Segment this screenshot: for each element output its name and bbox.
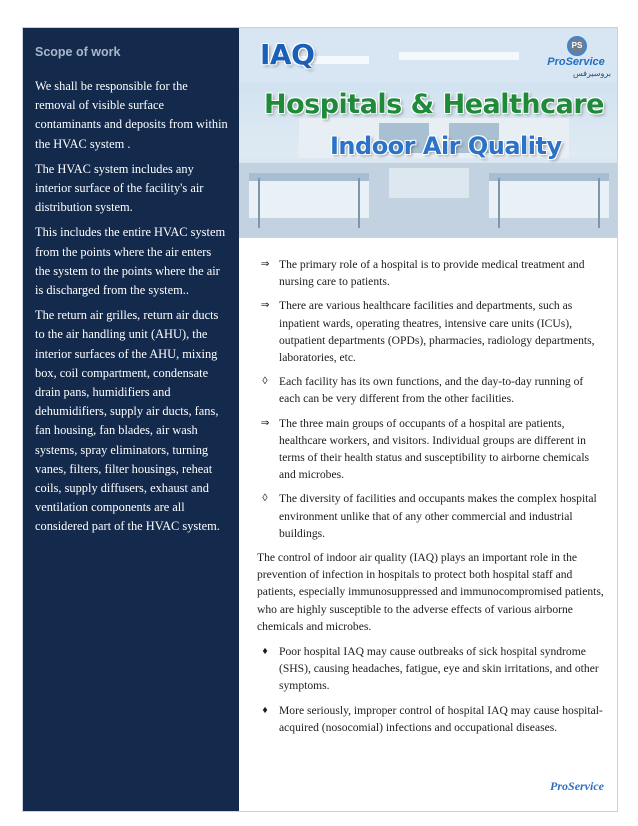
list-item (258, 702, 604, 736)
bullet-text: The three main groups of occupants of a hospital are patients, healthcare workers, and visitors. Individual groups are different in terms of their health status and susceptibility to airborne chemicals and microbes. (279, 416, 590, 482)
diamond-filled-bullet-icon: ♦ (262, 704, 268, 716)
sidebar-heading: Scope of work (35, 45, 121, 59)
bullet-text: The primary role of a hospital is to provide medical treatment and nursing care to patients. (279, 258, 585, 289)
list-item (258, 373, 604, 407)
diamond-outline-bullet-icon: ◊ (262, 493, 268, 505)
hero-title-line2: Indoor Air Quality (330, 132, 562, 160)
diamond-outline-bullet-icon: ◊ (262, 376, 268, 388)
list-item (258, 297, 604, 366)
bullet-text: Each facility has its own functions, and the day-to-day running of each can be very different from the other facilities. (279, 375, 584, 406)
main-content (258, 256, 604, 743)
logo-name: ProService (547, 56, 605, 68)
list-item (258, 490, 604, 542)
logo-mark: PS (567, 36, 587, 56)
list-item (258, 643, 604, 695)
footer-brand: ProService (550, 779, 604, 793)
sidebar-paragraph: The return air grilles, return air ducts to the air handling unit (AHU), the interior surfaces of the AHU, mixing box, coil compartment, condensate drain pans, humidifiers and dehumidifiers, supply air ducts, fans, fan housing, fan blades, air wash systems, spray eliminators, turning vanes, filters, filter housings, reheat coils, supply diffusers, exhaust and ventilation components are all considered part of the HVAC system. (35, 308, 220, 534)
diamond-filled-bullet-icon: ♦ (262, 646, 268, 658)
bullet-text: There are various healthcare facilities and departments, such as inpatient wards, operating theatres, intensive care units (ICUs), outpatient departments (OPDs), pharmacies, radiology departments, laboratories, etc. (279, 299, 595, 365)
logo-arabic: بروسيرفس (572, 69, 611, 78)
hero-banner (239, 28, 617, 238)
iaq-paragraph: The control of indoor air quality (IAQ) plays an important role in the prevention of infection in hospitals to protect both hospital staff and patients, especially immunosuppressed and immunocompromised patients, who are highly susceptible to the adverse effects of various airborne chemicals and microbes. (257, 551, 604, 633)
scope-of-work-sidebar (23, 28, 239, 811)
bullet-text: The diversity of facilities and occupants makes the complex hospital environment unlike that of any other commercial and industrial buildings. (279, 492, 597, 540)
proservice-logo (541, 36, 611, 88)
sidebar-body (35, 77, 229, 543)
sidebar-paragraph: The HVAC system includes any interior surface of the facility's air distribution system. (35, 161, 204, 215)
hero-title-line1: Hospitals & Healthcare (264, 89, 604, 120)
sidebar-paragraph: This includes the entire HVAC system from the points where the air enters the system to the points where the air is discharged from the system.. (35, 225, 226, 298)
arrow-bullet-icon: ⇒ (260, 417, 270, 429)
list-item (258, 415, 604, 484)
bullet-text: Poor hospital IAQ may cause outbreaks of sick hospital syndrome (SHS), causing headaches, fatigue, eye and skin irritations, and other symptoms. (279, 645, 599, 693)
arrow-bullet-icon: ⇒ (260, 300, 270, 312)
arrow-bullet-icon: ⇒ (260, 259, 270, 270)
bullet-text: More seriously, improper control of hospital IAQ may cause hospital-acquired (nosocomial) infections and occupational diseases. (279, 703, 603, 734)
hero-title-iaq: IAQ (260, 38, 315, 71)
sidebar-paragraph: We shall be responsible for the removal of visible surface contaminants and deposits from within the HVAC system . (35, 79, 228, 151)
list-item (258, 256, 604, 290)
